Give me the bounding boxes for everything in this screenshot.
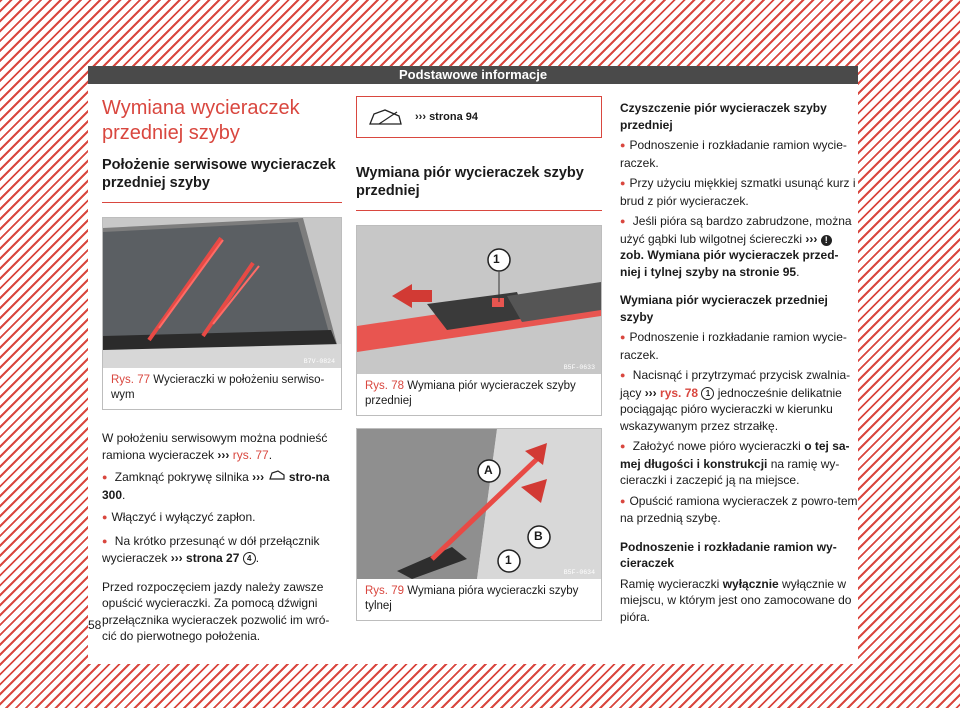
figure-79-image	[357, 429, 601, 579]
section-title: Wymiana piór wycieraczek szyby przedniej	[356, 165, 584, 199]
engine-hood-icon	[367, 106, 407, 128]
link-arrow: ›››	[252, 470, 265, 484]
figure-caption-text: Wymiana pióra wycieraczki szyby tylnej	[365, 585, 579, 612]
warning-icon: !	[821, 235, 832, 246]
text: Jeśli pióra są bardzo zabrudzone, można użyć gąbki lub wilgotnej ściereczki	[620, 214, 852, 246]
text: Nacisnąć i przytrzymać przycisk zwalnia-jący	[620, 368, 851, 400]
page-number: 58	[88, 618, 102, 632]
subsection-title: Wymiana piór wycieraczek przedniej szyby	[620, 293, 828, 324]
page-link[interactable]: zob. Wymiana piór wycieraczek przed-niej i tylnej szyby na stronie 95	[620, 248, 839, 279]
list-item	[102, 509, 342, 527]
figure-caption-text: Wycieraczki w położeniu serwiso-wym	[111, 374, 325, 401]
column-3	[620, 100, 858, 625]
figure-code: B5F-0634	[563, 569, 595, 576]
list-item	[102, 469, 342, 503]
figure-79	[356, 428, 602, 621]
paragraph: Przed rozpoczęciem jazdy należy zawsze opuścić wycieraczki. Za pomocą dźwigni przełącznika wycieraczek pozwolić im wró-cić do pierwotnego położenia.	[102, 579, 330, 643]
text: Opuścić ramiona wycieraczek z powro-tem na przednią szybę.	[620, 493, 858, 525]
subsection-title: Podnoszenie i rozkładanie ramion wy-cieraczek	[620, 539, 837, 570]
callout-number: 1	[701, 387, 714, 400]
rear-wiper-blade-illustration	[357, 429, 601, 579]
header-bar: Podstawowe informacje	[88, 66, 858, 84]
list-item	[620, 438, 858, 489]
callout-label: 1	[493, 252, 500, 266]
text: Założyć nowe pióro wycieraczki	[632, 439, 805, 453]
figure-number: Rys. 78	[365, 380, 404, 392]
section-title: Wymiana wycieraczek przedniej szyby	[102, 97, 300, 144]
link-arrow: ›››	[644, 385, 657, 400]
figure-link[interactable]: rys. 78	[660, 385, 699, 400]
figure-link[interactable]: rys. 77	[232, 447, 269, 462]
figure-code: B5F-0633	[563, 364, 595, 371]
front-wiper-blade-illustration	[357, 226, 601, 374]
text: Podnoszenie i rozkładanie ramion wycie-raczek.	[620, 330, 847, 362]
engine-hood-icon	[268, 469, 286, 481]
list-item	[620, 367, 858, 434]
figure-number: Rys. 77	[111, 374, 150, 386]
page-link[interactable]: stro-na 300	[102, 470, 330, 502]
subsection-heading-wrap	[102, 156, 342, 203]
text: Zamknąć pokrywę silnika	[114, 470, 253, 484]
emphasis: wyłącznie	[722, 576, 779, 591]
subsection-title: Czyszczenie piór wycieraczek szyby przedniej	[620, 101, 827, 132]
link-arrow: ›››	[805, 231, 818, 246]
text: W położeniu serwisowym można podnieść ramiona wycieraczek	[102, 431, 328, 462]
paragraph	[620, 576, 858, 626]
subsection-heading-wrap	[356, 164, 602, 211]
figure-code: B7V-0824	[303, 358, 335, 365]
callout-label-1: 1	[505, 553, 512, 567]
figure-caption-text: Wymiana piór wycieraczek szyby przedniej	[365, 380, 576, 407]
text: Włączyć i wyłączyć zapłon.	[111, 510, 256, 524]
figure-78-image	[357, 226, 601, 374]
figure-number: Rys. 79	[365, 585, 404, 597]
list-item	[620, 493, 858, 527]
page-link[interactable]: strona 94	[429, 111, 478, 123]
list-item	[620, 329, 858, 363]
text: .	[255, 551, 260, 565]
text: .	[796, 264, 800, 279]
text: Ramię wycieraczki	[620, 576, 723, 591]
link-arrow: ›››	[415, 111, 426, 123]
text: na ramię wy-cieraczki i zaczepić ją na miejsce.	[620, 456, 840, 487]
list-item	[620, 213, 858, 280]
paragraph	[102, 430, 342, 463]
reference-box	[356, 96, 602, 138]
text: .	[268, 447, 273, 462]
subsection-title: Położenie serwisowe wycieraczek przedniej szyby	[102, 157, 336, 191]
figure-77	[102, 217, 342, 410]
column-1	[102, 96, 342, 645]
figure-79-caption	[357, 579, 601, 620]
link-arrow: ›››	[170, 551, 183, 565]
text: .	[122, 487, 126, 502]
list-item	[102, 533, 342, 567]
text: Podnoszenie i rozkładanie ramion wycie-raczek.	[620, 138, 847, 170]
emphasis: o tej sa-mej długości i konstrukcji	[620, 439, 850, 471]
text: jednocześnie delikatnie pociągając pióro wycieraczki w kierunku wskazywanym przez strzałkę.	[620, 385, 842, 433]
wiper-service-position-illustration	[103, 218, 341, 368]
callout-label-a: A	[484, 463, 493, 477]
page-link[interactable]: strona 27	[186, 551, 240, 565]
text: wyłącznie w miejscu, w którym jest ono zamocowane do pióra.	[620, 576, 852, 624]
figure-77-image	[103, 218, 341, 368]
callout-label-b: B	[534, 529, 543, 543]
text: Przy użyciu miękkiej szmatki usunąć kurz i brud z piór wycieraczek.	[620, 176, 856, 208]
figure-77-caption	[103, 368, 341, 409]
list-item	[620, 175, 858, 209]
text: Na krótko przesunąć w dół przełącznik wycieraczek	[102, 533, 320, 565]
link-arrow: ›››	[217, 447, 230, 462]
callout-number: 4	[243, 552, 256, 565]
figure-78-caption	[357, 374, 601, 415]
figure-78	[356, 225, 602, 416]
list-item	[620, 137, 858, 171]
column-2	[356, 96, 602, 621]
